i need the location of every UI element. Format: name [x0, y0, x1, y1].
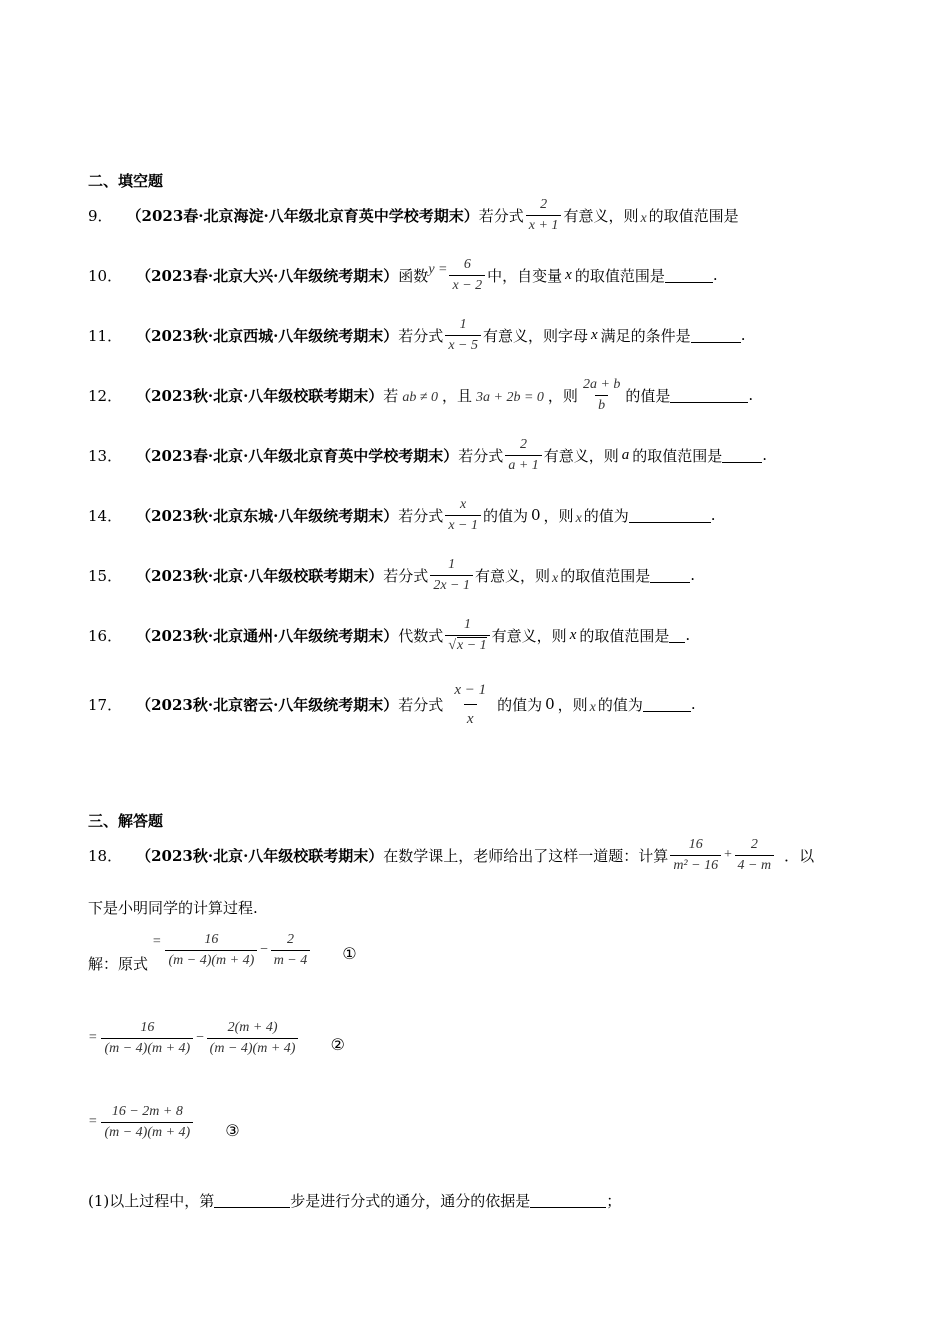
question-number: 18．	[88, 846, 123, 865]
question-text: 若	[383, 386, 399, 405]
question-number: 15．	[88, 566, 123, 585]
variable: x	[640, 211, 647, 226]
period: .	[712, 266, 718, 284]
question-text: 的值为	[583, 506, 629, 525]
fraction	[101, 1020, 193, 1057]
fraction	[165, 932, 257, 969]
variable: x	[565, 266, 572, 283]
denominator: x − 5	[445, 335, 481, 354]
plus-sign: +	[723, 847, 733, 862]
equals-sign: =	[152, 934, 162, 949]
question-text: 中，自变量	[487, 266, 563, 285]
question-text: 的值为	[497, 695, 543, 714]
solution-step-2	[88, 1012, 345, 1064]
variable: x	[589, 700, 596, 715]
question-text: 有意义，则	[491, 626, 567, 645]
fraction	[445, 317, 481, 354]
question-18	[88, 830, 814, 880]
fraction	[430, 557, 473, 594]
question-source: （2023秋·北京东城·八年级统考期末）	[136, 506, 399, 525]
condition-expression: ab ≠ 0	[402, 390, 438, 405]
equals-sign: =	[88, 1114, 98, 1129]
question-text: 的值是	[625, 386, 671, 405]
denominator: a + 1	[505, 455, 541, 474]
question-text: ，则	[547, 386, 578, 405]
question-source: （2023秋·北京密云·八年级统考期末）	[136, 695, 399, 714]
solution-step-3	[88, 1096, 240, 1148]
period: .	[740, 326, 746, 344]
fraction	[445, 617, 489, 654]
fraction	[445, 497, 481, 534]
numerator: 1	[459, 316, 467, 332]
fraction	[207, 1020, 299, 1057]
period: .	[690, 566, 696, 584]
answer-blank[interactable]	[643, 697, 691, 712]
period: .	[710, 506, 716, 524]
question-13	[88, 430, 767, 480]
question-source: （2023春·北京·八年级北京育英中学校考期末）	[136, 446, 459, 465]
question-text: 函数	[398, 266, 429, 285]
numerator: 1	[448, 556, 456, 572]
period: .	[690, 695, 696, 713]
denominator: (m − 4)(m + 4)	[165, 950, 257, 969]
question-text: 的取值范围是	[574, 266, 665, 285]
question-text: 若分式	[398, 326, 444, 345]
denominator	[445, 635, 489, 654]
denominator: m − 4	[271, 950, 311, 969]
denominator: (m − 4)(m + 4)	[101, 1038, 193, 1057]
fraction	[271, 932, 311, 969]
question-9	[88, 190, 739, 240]
numerator: x − 1	[454, 681, 487, 698]
denominator: (m − 4)(m + 4)	[101, 1122, 193, 1141]
numerator: 2	[520, 436, 528, 452]
question-source: （2023秋·北京西城·八年级统考期末）	[136, 326, 399, 345]
question-16	[88, 610, 690, 660]
period: .	[685, 626, 691, 644]
question-text: 的值为	[597, 695, 643, 714]
question-14	[88, 490, 716, 540]
question-12	[88, 370, 753, 420]
question-number: 11．	[88, 326, 123, 345]
question-text: 的取值范围是	[632, 446, 723, 465]
numerator: 16	[140, 1019, 155, 1035]
fraction	[670, 837, 721, 874]
question-text: (1)以上过程中，第	[88, 1191, 215, 1210]
zero-value: 0	[545, 695, 555, 713]
fraction	[449, 257, 485, 294]
numerator: 16 − 2m + 8	[111, 1103, 183, 1119]
radicand: x − 1	[457, 637, 487, 653]
question-source: （2023秋·北京通州·八年级统考期末）	[136, 626, 399, 645]
numerator: 6	[463, 256, 471, 272]
denominator: 2x − 1	[430, 575, 473, 594]
numerator: 1	[463, 616, 471, 632]
variable: x	[575, 511, 582, 526]
denominator: (m − 4)(m + 4)	[207, 1038, 299, 1057]
numerator: 16	[688, 836, 703, 852]
variable: x	[591, 326, 598, 343]
answer-blank[interactable]	[214, 1193, 290, 1208]
solution-step-1	[88, 924, 357, 976]
numerator: x	[460, 496, 467, 512]
answer-blank[interactable]	[691, 328, 741, 343]
question-text: 若分式	[478, 206, 524, 225]
fraction	[735, 837, 775, 874]
question-number: 17．	[88, 695, 123, 714]
fraction	[580, 377, 623, 414]
question-source: （2023春·北京大兴·八年级统考期末）	[136, 266, 399, 285]
denominator: x − 2	[449, 275, 485, 294]
question-text: ．以	[784, 846, 815, 865]
question-text: ，且	[442, 386, 473, 405]
answer-blank[interactable]	[722, 448, 762, 463]
variable: a	[621, 446, 630, 463]
section-title-solution: 三、解答题	[88, 812, 164, 830]
step-marker: ③	[225, 1120, 240, 1140]
answer-blank[interactable]	[530, 1193, 606, 1208]
question-text: 若分式	[398, 506, 444, 525]
question-source: （2023春·北京海淀·八年级北京育英中学校考期末）	[126, 206, 479, 225]
question-text: 在数学课上，老师给出了这样一道题：计算	[383, 846, 669, 865]
question-number: 16．	[88, 626, 123, 645]
period: .	[748, 386, 754, 404]
period: .	[762, 446, 768, 464]
question-text: 有意义，则字母	[482, 326, 588, 345]
sqrt-icon: √	[448, 637, 456, 653]
denominator: m² − 16	[670, 855, 721, 874]
question-text: 的取值范围是	[648, 206, 739, 225]
question-text: 的取值范围是	[560, 566, 651, 585]
question-18-part-1	[88, 1188, 621, 1212]
question-text: ；	[606, 1191, 622, 1210]
question-text: 有意义，则	[563, 206, 639, 225]
question-text: 若分式	[383, 566, 429, 585]
question-text: 若分式	[398, 695, 444, 714]
question-number: 9．	[88, 206, 113, 225]
condition-expression: 3a + 2b = 0	[476, 390, 544, 405]
fraction	[101, 1104, 193, 1141]
denominator: b	[595, 395, 608, 414]
answer-blank[interactable]	[669, 628, 685, 643]
answer-blank[interactable]	[629, 508, 711, 523]
denominator: x + 1	[526, 215, 562, 234]
step-marker: ②	[330, 1034, 345, 1054]
zero-value: 0	[531, 506, 541, 524]
denominator: 4 − m	[735, 855, 775, 874]
fraction	[451, 682, 489, 727]
answer-blank[interactable]	[665, 268, 713, 283]
solution-label: 解：原式	[88, 954, 149, 973]
question-number: 13．	[88, 446, 123, 465]
question-text: 有意义，则	[543, 446, 619, 465]
question-source: （2023秋·北京·八年级校联考期末）	[136, 846, 384, 865]
question-number: 12．	[88, 386, 123, 405]
section-title-fill-blank: 二、填空题	[88, 172, 164, 190]
question-text: ，则	[557, 695, 588, 714]
numerator: 2	[540, 196, 548, 212]
fraction	[505, 437, 541, 474]
question-17	[88, 672, 696, 736]
question-text: 步是进行分式的通分，通分的依据是	[290, 1191, 531, 1210]
question-text: 代数式	[398, 626, 444, 645]
question-text: ，则	[543, 506, 574, 525]
function-lhs: y =	[428, 262, 448, 277]
minus-sign: −	[259, 942, 269, 957]
question-text: 的值为	[482, 506, 528, 525]
minus-sign: −	[195, 1030, 205, 1045]
fraction	[526, 197, 562, 234]
variable: x	[552, 571, 559, 586]
equals-sign: =	[88, 1030, 98, 1045]
question-18-line2: 下是小明同学的计算过程.	[88, 899, 258, 917]
denominator: x	[464, 704, 477, 727]
numerator: 2(m + 4)	[227, 1019, 278, 1035]
question-text: 若分式	[458, 446, 504, 465]
question-text: 的取值范围是	[579, 626, 670, 645]
denominator: x − 1	[445, 515, 481, 534]
question-source: （2023秋·北京·八年级校联考期末）	[136, 566, 384, 585]
question-text: 满足的条件是	[600, 326, 691, 345]
numerator: 2	[750, 836, 758, 852]
numerator: 16	[204, 931, 219, 947]
question-number: 10．	[88, 266, 123, 285]
numerator: 2	[286, 931, 294, 947]
numerator: 2a + b	[582, 376, 621, 392]
question-text: 有意义，则	[474, 566, 550, 585]
question-number: 14．	[88, 506, 123, 525]
step-marker: ①	[342, 943, 357, 963]
variable: x	[569, 626, 577, 643]
question-15	[88, 550, 695, 600]
answer-blank[interactable]	[650, 568, 690, 583]
question-source: （2023秋·北京·八年级校联考期末）	[136, 386, 384, 405]
answer-blank[interactable]	[670, 388, 748, 403]
question-10	[88, 250, 718, 300]
question-11	[88, 310, 745, 360]
